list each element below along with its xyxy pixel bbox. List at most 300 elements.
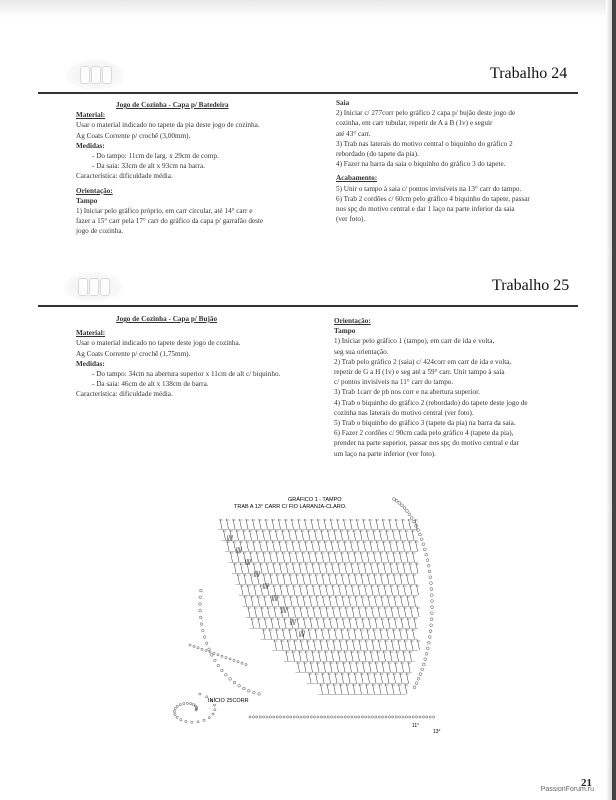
stitch-mark <box>299 651 301 661</box>
stitch-mark <box>349 596 351 606</box>
chain-stitch-mark <box>416 716 418 718</box>
work-24-right-column <box>336 98 530 224</box>
stitch-mark <box>341 629 343 639</box>
stitch-mark <box>355 596 357 606</box>
crochet-chart <box>150 495 470 735</box>
stitch-mark <box>294 607 296 617</box>
stitch-mark <box>374 629 376 639</box>
chain-stitch-mark <box>410 516 413 519</box>
stitch-mark <box>274 595 275 601</box>
stitch-mark <box>378 607 380 617</box>
chain-stitch-mark <box>430 612 433 615</box>
chain-stitch-mark <box>179 704 181 706</box>
stitch-mark <box>384 651 386 661</box>
stitch-mark <box>237 552 239 562</box>
text-line: cozinha nas laterais do motivo central (ver foto). <box>334 408 474 417</box>
stitch-mark <box>348 673 350 683</box>
chain-stitch-mark <box>368 716 370 718</box>
stitch-mark <box>227 541 229 551</box>
stitch-mark <box>316 596 318 606</box>
stitch-mark <box>345 651 347 661</box>
stitch-mark <box>259 571 260 577</box>
stitch-mark <box>343 618 345 628</box>
stitch-mark <box>369 662 371 672</box>
stitch-mark <box>381 673 383 683</box>
stitch-mark <box>290 619 291 625</box>
chain-stitch-mark <box>431 600 434 603</box>
chain-stitch-mark <box>248 689 251 692</box>
stitch-mark <box>256 571 257 577</box>
stitch-mark <box>400 629 402 639</box>
chain-stitch-mark <box>307 716 309 718</box>
stitch-mark <box>307 607 309 617</box>
stitch-mark <box>370 519 372 529</box>
stitch-mark <box>382 662 384 672</box>
chain-stitch-mark <box>225 674 228 677</box>
stitch-mark <box>346 640 348 650</box>
stitch-mark <box>238 574 240 584</box>
work-25-right-column <box>334 316 528 459</box>
chain-stitch-mark <box>174 708 176 710</box>
stitch-mark <box>320 640 322 650</box>
chain-stitch-mark <box>210 654 213 657</box>
stitch-mark <box>397 563 399 573</box>
stitch-mark <box>264 596 266 606</box>
stitch-mark <box>244 552 246 562</box>
stitch-mark <box>243 530 245 540</box>
chain-stitch-mark <box>183 703 185 705</box>
stitch-mark <box>349 618 351 628</box>
stitch-mark <box>351 541 353 551</box>
stitch-mark <box>293 651 295 661</box>
stitch-mark <box>283 552 285 562</box>
stitch-mark <box>366 640 368 650</box>
stitch-mark <box>374 552 376 562</box>
stitch-mark <box>371 585 373 595</box>
stitch-mark <box>371 651 373 661</box>
stitch-mark <box>409 519 411 529</box>
chain-stitch-mark <box>358 716 360 718</box>
stitch-mark <box>293 585 295 595</box>
stitch-mark <box>322 574 324 584</box>
stitch-mark <box>359 640 361 650</box>
stitch-mark <box>353 684 355 694</box>
stitch-mark <box>327 684 329 694</box>
chain-stitch-mark <box>388 716 390 718</box>
text-line: 1) Iniciar pelo gráfico próprio, em carr circular, até 14° carr e <box>76 207 253 216</box>
stitch-mark <box>299 631 300 637</box>
text-line: 4) Trab o biquinho do gráfico 2 (rebordado) do tapete deste jogo de <box>334 398 528 407</box>
chain-stitch-mark <box>229 658 231 660</box>
chain-stitch-mark <box>176 705 178 707</box>
stitch-mark <box>293 619 294 625</box>
stitch-mark <box>411 640 413 650</box>
stitch-mark <box>238 547 239 553</box>
chart-stitch-grid <box>218 519 421 695</box>
text-line: até 43° carr. <box>336 129 371 138</box>
stitch-mark <box>414 618 416 628</box>
stitch-mark <box>335 574 337 584</box>
stitch-mark <box>398 640 400 650</box>
section-heading: Material: <box>76 329 106 338</box>
stitch-mark <box>254 571 255 577</box>
stitch-mark <box>300 585 302 595</box>
stitch-mark <box>292 619 293 625</box>
stitch-mark <box>264 574 266 584</box>
stitch-mark <box>321 530 323 540</box>
stitch-mark <box>387 574 389 584</box>
stitch-mark <box>248 585 250 595</box>
stitch-mark <box>257 552 259 562</box>
chain-stitch-mark <box>190 703 192 705</box>
chain-stitch-mark <box>185 720 187 722</box>
stitch-mark <box>251 574 253 584</box>
stitch-mark <box>323 618 325 628</box>
stitch-mark <box>391 585 393 595</box>
stitch-mark <box>315 530 317 540</box>
stitch-mark <box>311 662 313 672</box>
stitch-mark <box>331 541 333 551</box>
stitch-mark <box>399 684 401 694</box>
chain-stitch-mark <box>290 716 292 718</box>
stitch-mark <box>296 552 298 562</box>
text-line: (ver foto). <box>336 215 366 224</box>
stitch-mark <box>308 530 310 540</box>
stitch-mark <box>339 607 341 617</box>
stitch-mark <box>397 585 399 595</box>
stitch-mark <box>324 662 326 672</box>
stitch-mark <box>413 629 415 639</box>
stitch-mark <box>362 596 364 606</box>
chain-stitch-mark <box>221 655 223 657</box>
text-line: Usar o material indicado no tapete da pia deste jogo de cozinha. <box>76 121 260 130</box>
stitch-mark <box>321 684 323 694</box>
stitch-mark <box>356 618 358 628</box>
chain-stitch-mark <box>283 716 285 718</box>
chain-stitch-mark <box>403 507 406 510</box>
stitch-mark <box>292 541 294 551</box>
chain-stitch-mark <box>427 641 430 644</box>
chain-stitch-mark <box>424 658 427 661</box>
chain-stitch-mark <box>176 716 178 718</box>
section-heading: Orientação: <box>76 186 113 195</box>
stitch-mark <box>383 519 385 529</box>
chain-stitch-mark <box>337 716 339 718</box>
stitch-mark <box>400 673 402 683</box>
section-heading: Jogo de Cozinha - Capa p/ Bujão <box>116 315 218 323</box>
stitch-mark <box>418 640 420 650</box>
stitch-mark <box>244 574 246 584</box>
stitch-mark <box>224 530 226 540</box>
stitch-mark <box>258 596 260 606</box>
stitch-mark <box>372 640 374 650</box>
stitch-mark <box>401 618 403 628</box>
stitch-mark <box>358 563 360 573</box>
chain-stitch-mark <box>229 678 232 681</box>
stitch-mark <box>287 585 289 595</box>
chain-stitch-mark <box>375 716 377 718</box>
chain-stitch-mark <box>221 669 224 672</box>
text-line: repetir de G a H (1v) e seg até a 59° carr. Unir tampo à saia <box>334 368 505 377</box>
stitch-mark <box>345 563 347 573</box>
stitch-mark <box>252 618 254 628</box>
chain-stitch-mark <box>180 719 182 721</box>
stitch-mark <box>351 651 353 661</box>
stitch-mark <box>241 563 243 573</box>
stitch-mark <box>269 530 271 540</box>
chain-stitch-mark <box>314 716 316 718</box>
stitch-mark <box>329 596 331 606</box>
stitch-mark <box>364 651 366 661</box>
stitch-mark <box>270 629 272 639</box>
text-line: um laço na parte inferior (ver foto). <box>334 449 436 458</box>
stitch-mark <box>265 583 266 589</box>
stitch-mark <box>230 535 231 541</box>
chain-stitch-mark <box>189 644 191 646</box>
stitch-mark <box>234 563 236 573</box>
stitch-mark <box>278 618 280 628</box>
stitch-mark <box>289 530 291 540</box>
chain-stitch-mark <box>243 687 246 690</box>
stitch-mark <box>416 541 418 551</box>
stitch-mark <box>309 574 311 584</box>
stitch-mark <box>379 640 381 650</box>
chart-row-11-mark: 11° <box>412 723 420 729</box>
stitch-mark <box>261 585 263 595</box>
text-line: - Do tampo: 34cm na abertura superior x 11cm de alt c/ biquinho. <box>92 370 281 379</box>
chain-stitch-mark <box>378 716 380 718</box>
chain-stitch-mark <box>233 681 236 684</box>
stitch-mark <box>253 519 255 529</box>
stitch-mark <box>299 541 301 551</box>
text-line: seg sua orientação. <box>334 347 389 356</box>
stitch-mark <box>296 574 298 584</box>
stitch-mark <box>306 585 308 595</box>
stitch-mark <box>279 541 281 551</box>
chain-stitch-mark <box>401 504 404 507</box>
stitch-mark <box>260 563 262 573</box>
stitch-mark <box>266 519 268 529</box>
stitch-mark <box>220 519 222 529</box>
stitch-mark <box>387 629 389 639</box>
stitch-mark <box>287 607 289 617</box>
stitch-mark <box>408 662 410 672</box>
chain-stitch-mark <box>193 645 195 647</box>
stitch-mark <box>258 618 260 628</box>
stitch-mark <box>370 541 372 551</box>
stitch-mark <box>344 541 346 551</box>
chain-stitch-mark <box>371 716 373 718</box>
stitch-mark <box>273 541 275 551</box>
stitch-mark <box>338 563 340 573</box>
chain-stitch-mark <box>428 570 431 573</box>
stitch-mark <box>302 530 304 540</box>
stitch-mark <box>315 552 317 562</box>
stitch-mark <box>247 541 249 551</box>
stitch-mark <box>405 640 407 650</box>
stitch-mark <box>389 519 391 529</box>
stitch-mark <box>337 519 339 529</box>
stitch-mark <box>314 640 316 650</box>
stitch-mark <box>402 662 404 672</box>
chain-stitch-mark <box>344 716 346 718</box>
stitch-mark <box>348 552 350 562</box>
stitch-mark <box>397 651 399 661</box>
stitch-mark <box>286 651 288 661</box>
stitch-mark <box>254 585 256 595</box>
stitch-mark <box>400 574 402 584</box>
stitch-mark <box>338 541 340 551</box>
text-line: 2) Iniciar c/ 277corr pelo gráfico 2 capa p/ bujão deste jogo de <box>336 109 516 118</box>
chain-stitch-mark <box>197 721 199 723</box>
stitch-mark <box>282 530 284 540</box>
section-rule-24 <box>38 92 578 94</box>
chain-stitch-mark <box>409 716 411 718</box>
stitch-mark <box>323 596 325 606</box>
stitch-mark <box>227 535 228 541</box>
chain-stitch-mark <box>324 716 326 718</box>
stitch-mark <box>274 607 276 617</box>
stitch-mark <box>292 519 294 529</box>
chain-stitch-mark <box>203 719 205 721</box>
chain-stitch-mark <box>252 716 254 718</box>
stitch-mark <box>396 541 398 551</box>
stitch-mark <box>335 673 337 683</box>
stitch-mark <box>357 541 359 551</box>
chain-stitch-mark <box>205 642 208 645</box>
stitch-mark <box>415 519 417 529</box>
stitch-mark <box>229 535 230 541</box>
stitch-mark <box>358 651 360 661</box>
text-line: fazer a 15° carr pela 17° carr do gráfico da capa p/ garrafão deste <box>76 217 264 226</box>
stitch-mark <box>347 684 349 694</box>
stitch-mark <box>393 552 395 562</box>
stitch-mark <box>251 596 253 606</box>
stitch-mark <box>347 530 349 540</box>
chain-stitch-mark <box>327 716 329 718</box>
stitch-mark <box>333 640 335 650</box>
stitch-mark <box>390 563 392 573</box>
stitch-mark <box>322 673 324 683</box>
stitch-mark <box>404 585 406 595</box>
section-rule-25 <box>38 305 578 307</box>
stitch-mark <box>405 684 407 694</box>
text-line: 6) Trab 2 cordões c/ 60cm pelo gráfico 4 biquinho do tapete, passar <box>336 194 530 203</box>
stitch-mark <box>354 530 356 540</box>
stitch-mark <box>302 552 304 562</box>
stitch-mark <box>320 607 322 617</box>
chain-stitch-mark <box>259 716 261 718</box>
chain-stitch-mark <box>214 709 216 711</box>
stitch-mark <box>259 519 261 529</box>
section-heading: Jogo de Cozinha - Capa p/ Batedeira <box>116 101 229 109</box>
stitch-mark <box>298 662 300 672</box>
chain-stitch-mark <box>422 716 424 718</box>
chain-stitch-mark <box>423 548 426 551</box>
stitch-mark <box>404 607 406 617</box>
stitch-mark <box>338 651 340 661</box>
stitch-mark <box>263 530 265 540</box>
stitch-mark <box>329 673 331 683</box>
stitch-mark <box>312 541 314 551</box>
stitch-mark <box>326 607 328 617</box>
stitch-mark <box>377 651 379 661</box>
stitch-mark <box>383 541 385 551</box>
stitch-mark <box>277 574 279 584</box>
chain-stitch-mark <box>426 716 428 718</box>
stitch-mark <box>245 596 247 606</box>
stitch-mark <box>403 563 405 573</box>
stitch-mark <box>241 585 243 595</box>
stitch-mark <box>296 629 298 639</box>
chain-stitch-mark <box>430 624 433 627</box>
stitch-mark <box>319 651 321 661</box>
stitch-mark <box>306 651 308 661</box>
stitch-mark <box>272 595 273 601</box>
stitch-mark <box>280 585 282 595</box>
stitch-mark <box>341 530 343 540</box>
stitch-mark <box>393 629 395 639</box>
chart-start-label: INÍCIO 25CORR <box>208 698 249 704</box>
stitch-mark <box>284 618 286 628</box>
stitch-mark <box>328 552 330 562</box>
stitch-mark <box>348 629 350 639</box>
chain-stitch-mark <box>405 716 407 718</box>
stitch-mark <box>361 574 363 584</box>
stitch-mark <box>304 631 305 637</box>
stitch-mark <box>332 585 334 595</box>
text-line: Característica: dificuldade média. <box>76 172 173 181</box>
chain-stitch-mark <box>415 682 418 685</box>
stitch-mark <box>303 596 305 606</box>
stitch-mark <box>380 530 382 540</box>
stitch-mark <box>289 629 291 639</box>
chain-stitch-mark <box>203 636 206 639</box>
stitch-mark <box>324 519 326 529</box>
stitch-mark <box>388 618 390 628</box>
chain-stitch-mark <box>209 651 211 653</box>
stitch-mark <box>254 563 256 573</box>
stitch-mark <box>407 596 409 606</box>
stitch-mark <box>286 563 288 573</box>
chain-stitch-mark <box>238 684 241 687</box>
stitch-mark <box>332 563 334 573</box>
chain-stitch-mark <box>201 648 203 650</box>
text-line: 1) Iniciar pelo gráfico 1 (tampo), em carr de ida e volta, <box>334 337 495 346</box>
stitch-mark <box>353 640 355 650</box>
stitch-mark <box>363 662 365 672</box>
stitch-mark <box>306 563 308 573</box>
chain-stitch-mark <box>233 659 235 661</box>
chain-stitch-mark <box>395 499 398 502</box>
stitch-mark <box>377 563 379 573</box>
stitch-mark <box>406 629 408 639</box>
stitch-mark <box>331 519 333 529</box>
chain-stitch-mark <box>413 520 416 523</box>
stitch-mark <box>289 552 291 562</box>
chain-stitch-mark <box>426 647 429 650</box>
chain-stitch-mark <box>214 659 217 662</box>
text-line: c/ pontos invisíveis na 11° carr do tampo. <box>334 378 454 387</box>
stitch-mark <box>265 618 267 628</box>
watermark: PassionForum.ru <box>540 786 594 793</box>
section-heading: Acabamento: <box>336 174 378 183</box>
chain-stitch-mark <box>413 686 416 689</box>
stitch-mark <box>288 640 290 650</box>
chain-stitch-mark <box>433 716 435 718</box>
chain-stitch-mark <box>331 716 333 718</box>
stitch-mark <box>373 530 375 540</box>
